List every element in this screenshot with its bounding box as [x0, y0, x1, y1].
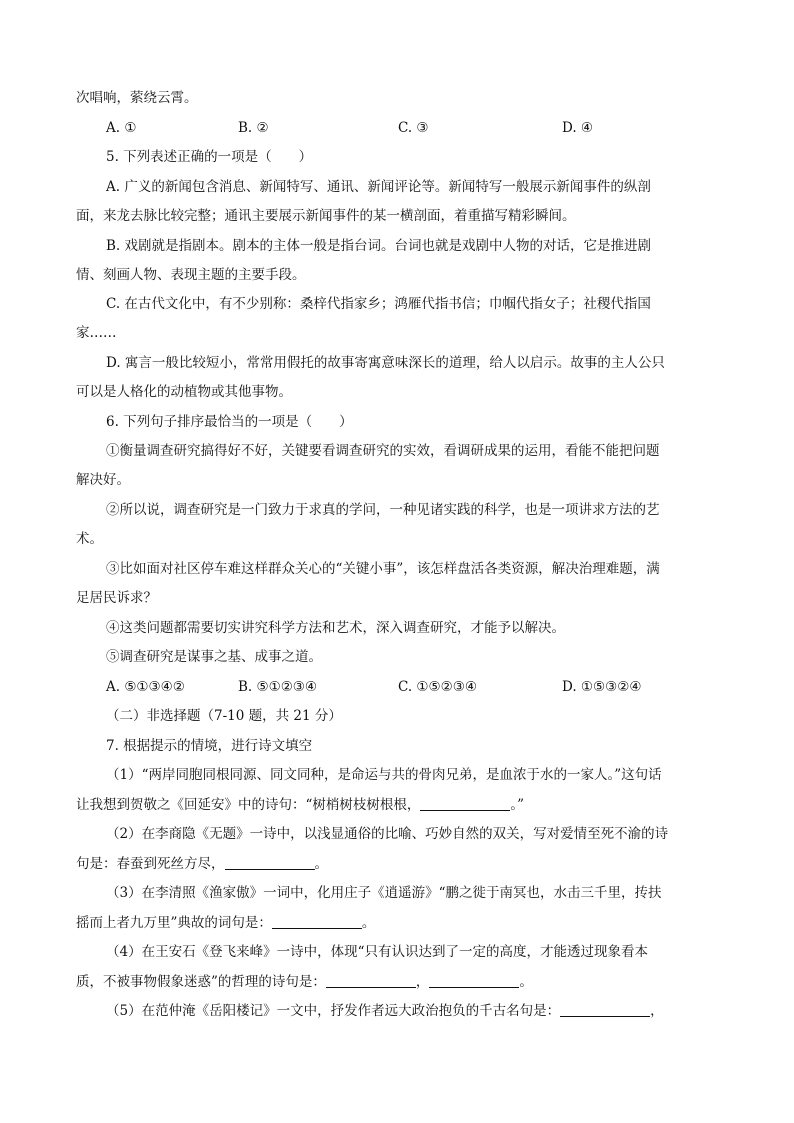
sentence-2-line1: ②所以说，调查研究是一门致力于求真的学问，一种见诸实践的科学，也是一项讲求方法的艺 [106, 502, 660, 518]
q7-item-5-sep: ， [650, 1003, 664, 1019]
q7-item-5-prompt: （5）在范仲淹《岳阳楼记》一文中，抒发作者远大政治抱负的千古名句是： [106, 1003, 561, 1019]
sentence-5: ⑤调查研究是谋事之基、成事之道。 [106, 649, 322, 665]
q6-option-d: D. ①⑤③②④ [562, 679, 642, 695]
answer-blank[interactable] [272, 914, 362, 929]
q6-option-c: C. ①⑤②③④ [398, 679, 477, 695]
question-6: 6. 下列句子排序最恰当的一项是（ ） [106, 414, 353, 430]
sentence-3-line1: ③比如面对社区停车难这样群众关心的“关键小事”，该怎样盘活各类资源，解决治理难题，满 [106, 561, 660, 577]
option-c: C. ③ [398, 120, 429, 136]
q5-option-a-line1: A. 广义的新闻包含消息、新闻特写、通讯、新闻评论等。新闻特写一般展示新闻事件的纵剖 [106, 179, 651, 195]
text-line: 次唱响，萦绕云霄。 [76, 90, 198, 106]
q5-option-d-line1: D. 寓言一般比较短小，常常用假托的故事寄寓意味深长的道理，给人以启示。故事的主人公只 [106, 355, 665, 371]
q7-item-1-end: 。” [510, 797, 525, 813]
sentence-1-line2: 解决好。 [76, 472, 130, 488]
q7-item-2-line2 [76, 854, 328, 874]
option-d: D. ④ [562, 120, 594, 136]
q7-item-3-end: 。 [361, 915, 376, 931]
q6-option-a: A. ⑤①③④② [106, 679, 185, 695]
option-b: B. ② [238, 120, 269, 136]
q7-item-2-prompt: 句是：春蚕到死丝方尽， [76, 856, 225, 872]
answer-blank[interactable] [420, 796, 510, 811]
q5-option-c-line2: 家…… [76, 325, 117, 341]
q5-option-b-line1: B. 戏剧就是指剧本。剧本的主体一般是指台词。台词也就是戏剧中人物的对话，它是推进剧 [106, 238, 652, 254]
q7-item-1-line2 [76, 795, 524, 815]
answer-blank[interactable] [560, 1002, 650, 1017]
section-heading: （二）非选择题（7-10 题，共 21 分） [106, 708, 342, 724]
q7-item-3-line1: （3）在李清照《渔家傲》一词中，化用庄子《逍遥游》“鹏之徙于南冥也，水击三千里，抟扶 [106, 885, 662, 901]
q7-item-2-line1: （2）在李商隐《无题》一诗中，以浅显通俗的比喻、巧妙自然的双关，写对爱情至死不渝的诗 [106, 826, 669, 842]
q7-item-4-end: 。 [519, 974, 533, 990]
q5-option-b-line2: 情、刻画人物、表现主题的主要手段。 [76, 267, 306, 283]
q7-item-5-line1 [106, 1001, 664, 1021]
q7-item-3-line2 [76, 913, 375, 933]
q7-item-4-sep: ， [415, 974, 430, 990]
q7-item-1-prompt: 让我想到贺敬之《回延安》中的诗句：“树梢树枝树根根， [76, 797, 421, 813]
sentence-4: ④这类问题都需要切实讲究科学方法和艺术，深入调查研究，才能予以解决。 [106, 620, 565, 636]
q7-item-1-line1: （1）“两岸同胞同根同源、同文同种，是命运与共的骨肉兄弟，是血浓于水的一家人。”这句话 [106, 767, 662, 783]
sentence-3-line2: 足居民诉求？ [76, 590, 157, 606]
q5-option-c-line1: C. 在古代文化中，有不少别称：桑梓代指家乡；鸿雁代指书信；巾帼代指女子；社稷代指国 [106, 296, 651, 312]
q7-item-2-end: 。 [314, 856, 328, 872]
sentence-2-line2: 术。 [76, 531, 103, 547]
q7-item-4-line2 [76, 972, 533, 992]
option-a: A. ① [106, 120, 137, 136]
answer-blank[interactable] [225, 855, 315, 870]
q5-option-d-line2: 可以是人格化的动植物或其他事物。 [76, 384, 292, 400]
q7-item-3-prompt: 摇而上者九万里”典故的词句是： [76, 915, 272, 931]
q7-item-4-line1: （4）在王安石《登飞来峰》一诗中，体现“只有认识达到了一定的高度，才能透过现象看本 [106, 944, 648, 960]
sentence-1-line1: ①衡量调查研究搞得好不好，关键要看调查研究的实效，看调研成果的运用，看能不能把问题 [106, 443, 660, 459]
question-7: 7. 根据提示的情境，进行诗文填空 [106, 738, 313, 754]
q5-option-a-line2: 面，来龙去脉比较完整；通讯主要展示新闻事件的某一横剖面，着重描写精彩瞬间。 [76, 208, 576, 224]
answer-blank[interactable] [326, 973, 416, 988]
answer-blank[interactable] [429, 973, 519, 988]
q6-option-b: B. ⑤①②③④ [238, 679, 318, 695]
q7-item-4-prompt: 质，不被事物假象迷惑”的哲理的诗句是： [76, 974, 326, 990]
question-5: 5. 下列表述正确的一项是（ ） [106, 149, 313, 165]
